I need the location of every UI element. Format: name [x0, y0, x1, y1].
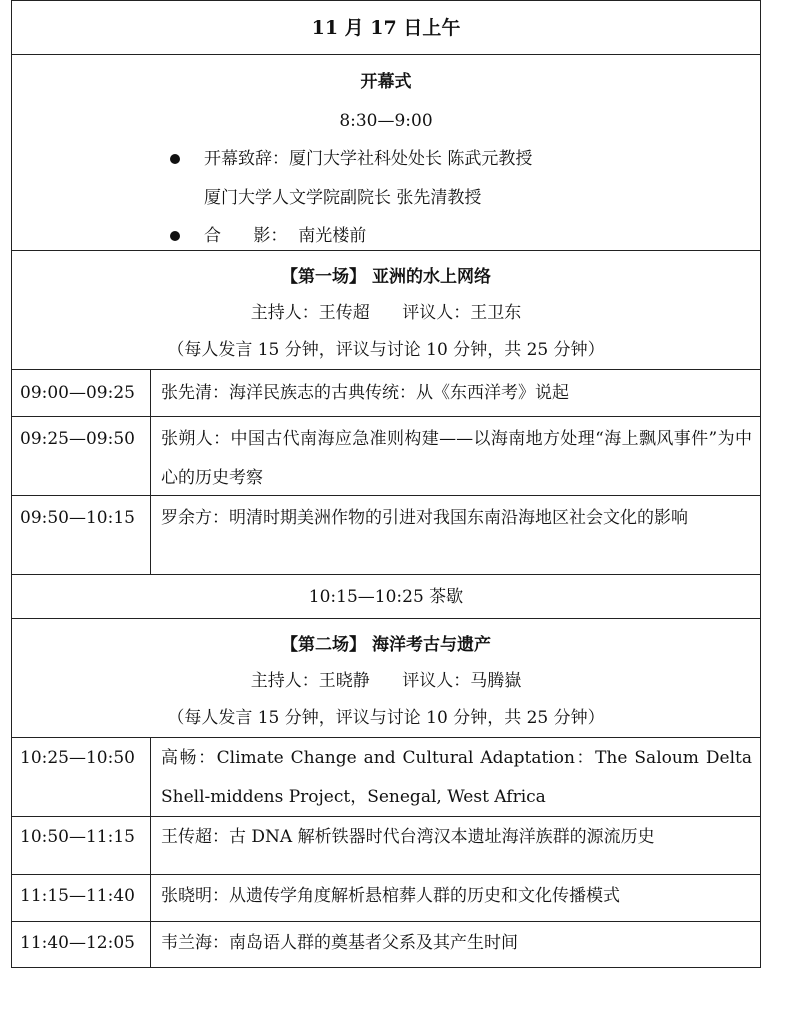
table-row: [12, 495, 760, 574]
tea-break: 10:15—10:25 茶歇: [12, 574, 760, 618]
table-row: [12, 737, 760, 816]
talk-time: 10:25—10:50: [20, 748, 135, 768]
table-row: [12, 369, 760, 416]
talk-title: 韦兰海：南岛语人群的奠基者父系及其产生时间: [161, 933, 518, 953]
opening-photo-item: [12, 217, 760, 256]
talk-title: 王传超：古 DNA 解析铁器时代台湾汉本遗址海洋族群的源流历史: [161, 827, 655, 847]
talk-time: 09:00—09:25: [20, 383, 135, 403]
opening-speech-item: [12, 140, 760, 179]
opening-speech-second: 厦门大学人文学院副院长 张先清教授: [204, 187, 482, 208]
session1-hosts: 主持人：王传超 评议人：王卫东: [250, 303, 522, 323]
opening-photo-label: 合 影： 南光楼前: [204, 226, 367, 246]
table-row: [12, 921, 760, 967]
talk-time: 11:15—11:40: [20, 886, 135, 906]
table-row: [12, 874, 760, 921]
talk-time: 10:50—11:15: [20, 827, 135, 847]
session1-heading: 【第一场】 亚洲的水上网络: [281, 267, 491, 287]
session1-rules: （每人发言 15 分钟，评议与讨论 10 分钟，共 25 分钟）: [167, 340, 605, 360]
session2-hosts: 主持人：王晓静 评议人：马腾嶽: [250, 671, 522, 691]
opening-heading: 开幕式: [360, 72, 412, 92]
opening-time: 8:30—9:00: [339, 110, 433, 131]
talk-title: 罗余方：明清时期美洲作物的引进对我国东南沿海地区社会文化的影响: [161, 508, 688, 528]
schedule-table: [11, 0, 761, 968]
session2-header: [12, 618, 760, 737]
talk-title: 张晓明：从遗传学角度解析悬棺葬人群的历史和文化传播模式: [161, 886, 620, 906]
table-row: [12, 816, 760, 874]
page-title: 11 月 17 日上午: [12, 0, 760, 54]
session2-rules: （每人发言 15 分钟，评议与讨论 10 分钟，共 25 分钟）: [167, 708, 605, 728]
talk-title: 张先清：海洋民族志的古典传统：从《东西洋考》说起: [161, 383, 569, 403]
session1-header: [12, 250, 760, 369]
talk-time: 11:40—12:05: [20, 933, 135, 953]
opening-ceremony-section: [12, 54, 760, 250]
talk-time: 09:50—10:15: [20, 508, 135, 528]
talk-title: 张朔人：中国古代南海应急准则构建——以海南地方处理“海上飘风事件”为中心的历史考察: [161, 429, 752, 488]
talk-title: 高畅：Climate Change and Cultural Adaptation：The Saloum Delta Shell-middens Project，Senegal, West Africa: [161, 748, 752, 807]
talk-time: 09:25—09:50: [20, 429, 135, 449]
table-row: [12, 416, 760, 495]
opening-speech-label: 开幕致辞：厦门大学社科处处长 陈武元教授: [204, 149, 533, 169]
bullet-icon: [170, 154, 180, 164]
session2-heading: 【第二场】 海洋考古与遗产: [281, 635, 491, 655]
bullet-icon: [170, 231, 180, 241]
